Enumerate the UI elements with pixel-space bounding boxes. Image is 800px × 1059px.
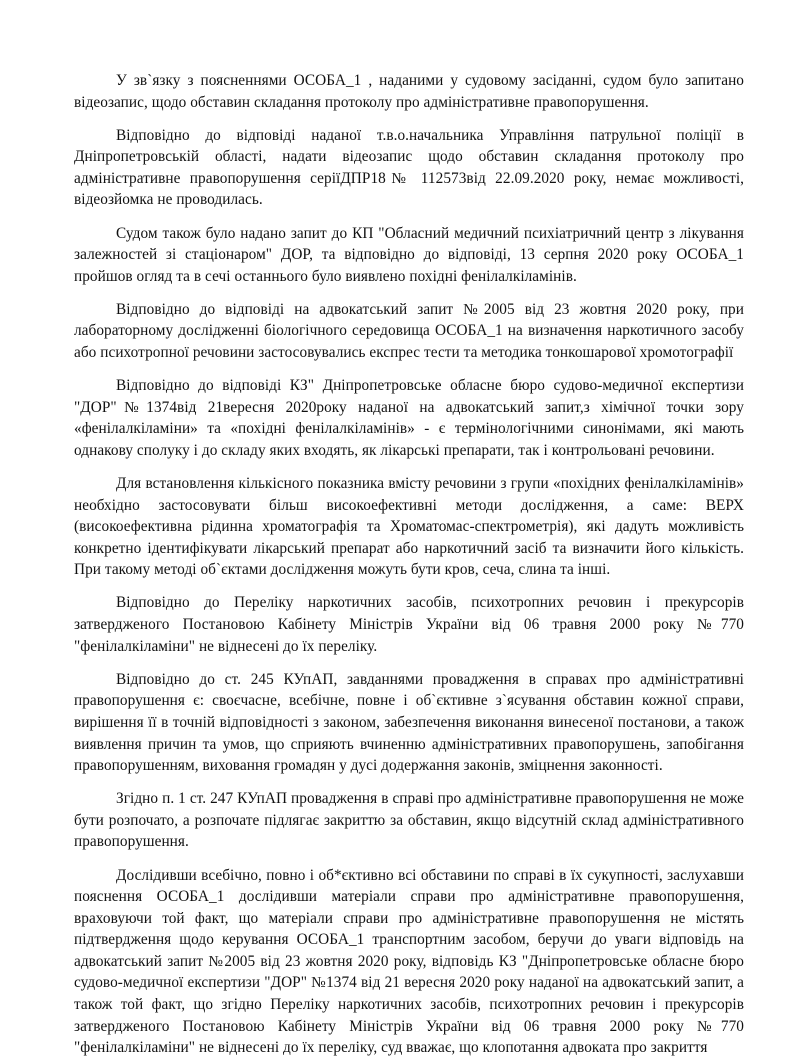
paragraph-court-conclusion: Дослідивши всебічно, повно і об*єктивно всі обставини по справі в їх сукупності, заслухавши пояснення ОСОБА_1 дослідивши матеріали справи про адміністративне правопорушення, враховуючи той факт, що матеріали справи про адміністративне правопорушення не містять підтвердження щодо керування ОСОБА_1 транспортним засобом, беручи до уваги відповідь на адвокатський запит №2005 від 23 жовтня 2020 року, відповідь КЗ "Дніпропетровське обласне бюро судово-медичної експертизи "ДОР" №1374 від 21 вересня 2020 року наданої на адвокатський запит, а також той факт, що згідно Переліку наркотичних засобів, психотропних речовин і прекурсорів затвердженого Постановою Кабінету Міністрів України від 06 травня 2000 року №770 "фенілалкіламіни" не віднесені до їх переліку, суд вважає, що клопотання адвоката про закриття: [74, 866, 744, 1057]
paragraph-psychiatric-center-request: Судом також було надано запит до КП "Обласний медичний психіатричний центр з лікування залежностей зі стаціонаром" ДОР, та відповідно до відповіді, 13 серпня 2020 року ОСОБА_1 пройшов огляд та в сечі останнього було виявлено похідні фенілалкіламінів.: [74, 224, 744, 285]
paragraph-drug-list-770: Відповідно до Переліку наркотичних засобів, психотропних речовин і прекурсорів затвердженого Постановою Кабінету Міністрів України від 06 травня 2000 року №770 "фенілалкіламіни" не віднесені до їх переліку.: [74, 594, 744, 655]
paragraph-article-245: Відповідно до ст. 245 КУпАП, завданнями провадження в справах про адміністративні правопорушення є: своєчасне, всебічне, повне і об`єктивне з`ясування обставин кожної справи, вирішення її в точній відповідності з законом, забезпечення виконання винесеної постанови, а також виявлення причин та умов, що сприяють вчиненню адміністративних правопорушень, запобігання правопорушенням, виховання громадян у дусі додержання законів, зміцнення законності.: [74, 670, 744, 775]
paragraph-quantitative-methods: Для встановлення кількісного показника вмісту речовини з групи «похідних фенілалкіламінів» необхідно застосовувати більш високоефективні методи дослідження, а саме: ВЕРХ (високоефективна рідинна хроматографія та Хроматомас-спектрометрія), які дадуть можливість конкретно ідентифікувати лікарський препарат або наркотичний засіб та визначити його кількість. При такому методі об`єктами дослідження можуть бути кров, сеча, слина та інші.: [74, 475, 744, 579]
paragraph-video-request: У зв`язку з поясненнями ОСОБА_1 , наданими у судовому засіданні, судом було запитано відеозапис, щодо обставин складання протоколу про адміністративне правопорушення.: [74, 72, 744, 111]
paragraph-patrol-police-response: Відповідно до відповіді наданої т.в.о.начальника Управління патрульної поліції в Дніпропетровській області, надати відеозапис щодо обставин складання протоколу про адміністративне правопорушення серіїДПР18№ 112573від 22.09.2020 року, немає можливості, відеозйомка не проводилась.: [74, 126, 744, 209]
paragraph-forensic-bureau-response: Відповідно до відповіді КЗ" Дніпропетровське обласне бюро судово-медичної експертизи "ДОР"№1374від 21вересня 2020року наданої на адвокатський запит,з хімічної точки зору «фенілалкіламіни» та «похідні фенілалкіламінів» - є термінологічними синонімами, які мають однакову сполуку і до складу яких входять, як лікарські препарати, так і контрольовані речовини.: [74, 377, 744, 459]
paragraph-lawyer-request-2005: Відповідно до відповіді на адвокатський запит №2005 від 23 жовтня 2020 року, при лабораторному дослідженні біологічного середовища ОСОБА_1 на визначення наркотичного засобу або психотропної речовини застосовувались експрес тести та методика тонкошарової хромотографії: [74, 300, 744, 362]
paragraph-article-247: Згідно п. 1 ст. 247 КУпАП провадження в справі про адміністративне правопорушення не може бути розпочато, а розпочате підлягає закриттю за обставин, якщо відсутній склад адміністративного правопорушення.: [74, 790, 744, 851]
